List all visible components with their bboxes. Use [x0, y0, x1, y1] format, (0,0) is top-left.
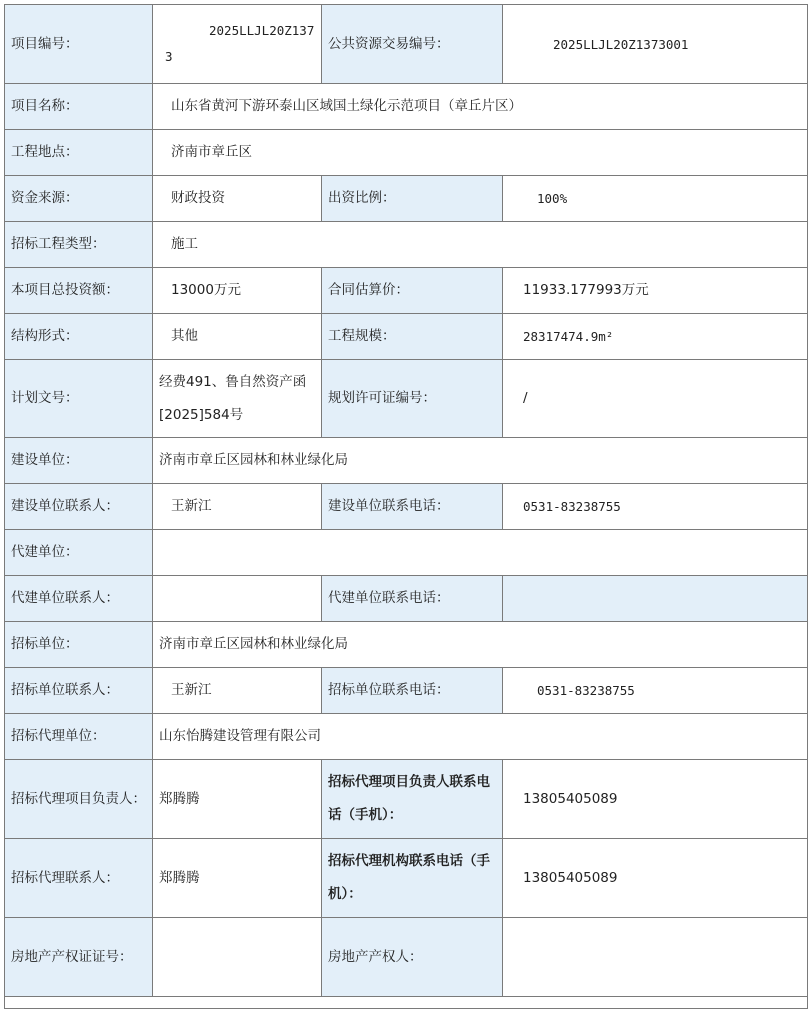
- builder-phone-label: 建设单位联系电话：: [322, 484, 503, 530]
- row-tender-type: [5, 222, 808, 268]
- plan-doc-value: 经费491、鲁自然资产函[2025]584号: [153, 360, 322, 438]
- row-plan-doc: [5, 360, 808, 438]
- agent-build-phone-value: [503, 576, 808, 622]
- agency-label: 招标代理单位：: [5, 714, 153, 760]
- structure-label: 结构形式：: [5, 314, 153, 360]
- row-fund: [5, 176, 808, 222]
- property-cert-value: [153, 918, 322, 997]
- agency-lead-phone-value: 13805405089: [503, 760, 808, 839]
- row-project-no: [5, 5, 808, 84]
- row-property: [5, 918, 808, 997]
- property-owner-value: [503, 918, 808, 997]
- agent-build-phone-label: 代建单位联系电话：: [322, 576, 503, 622]
- builder-value: 济南市章丘区园林和林业绿化局: [153, 438, 808, 484]
- project-no-value: 2025LLJL20Z1373: [153, 5, 322, 84]
- row-agent-build: [5, 530, 808, 576]
- fund-ratio-label: 出资比例：: [322, 176, 503, 222]
- agency-phone-value: 13805405089: [503, 839, 808, 918]
- fund-ratio-value: 100%: [503, 176, 808, 222]
- tenderer-phone-label: 招标单位联系电话：: [322, 668, 503, 714]
- tender-type-value: 施工: [153, 222, 808, 268]
- tenderer-value: 济南市章丘区园林和林业绿化局: [153, 622, 808, 668]
- builder-label: 建设单位：: [5, 438, 153, 484]
- property-owner-label: 房地产产权人：: [322, 918, 503, 997]
- structure-value: 其他: [153, 314, 322, 360]
- row-project-name: [5, 84, 808, 130]
- project-no-label: 项目编号：: [5, 5, 153, 84]
- agency-value: 山东怡腾建设管理有限公司: [153, 714, 808, 760]
- location-label: 工程地点：: [5, 130, 153, 176]
- fund-source-label: 资金来源：: [5, 176, 153, 222]
- tenderer-contact-value: 王新江: [153, 668, 322, 714]
- tender-type-label: 招标工程类型：: [5, 222, 153, 268]
- agency-contact-label: 招标代理联系人：: [5, 839, 153, 918]
- tenderer-phone-value: 0531-83238755: [503, 668, 808, 714]
- row-tenderer-contact: [5, 668, 808, 714]
- permit-no-label: 规划许可证编号：: [322, 360, 503, 438]
- row-builder: [5, 438, 808, 484]
- builder-contact-value: 王新江: [153, 484, 322, 530]
- agent-build-value: [153, 530, 808, 576]
- cutoff-cell: [5, 997, 808, 1009]
- contract-est-value: 11933.177993万元: [503, 268, 808, 314]
- project-info-table: [4, 4, 808, 1009]
- project-name-label: 项目名称：: [5, 84, 153, 130]
- builder-phone-value: 0531-83238755: [503, 484, 808, 530]
- location-value: 济南市章丘区: [153, 130, 808, 176]
- agent-build-contact-value: [153, 576, 322, 622]
- agent-build-contact-label: 代建单位联系人：: [5, 576, 153, 622]
- property-cert-label: 房地产产权证证号：: [5, 918, 153, 997]
- scale-label: 工程规模：: [322, 314, 503, 360]
- permit-no-value: /: [503, 360, 808, 438]
- agency-lead-phone-label: 招标代理项目负责人联系电话（手机）：: [322, 760, 503, 839]
- plan-doc-label: 计划文号：: [5, 360, 153, 438]
- agent-build-label: 代建单位：: [5, 530, 153, 576]
- total-invest-label: 本项目总投资额：: [5, 268, 153, 314]
- row-tenderer: [5, 622, 808, 668]
- total-invest-value: 13000万元: [153, 268, 322, 314]
- agency-lead-value: 郑腾腾: [153, 760, 322, 839]
- scale-value: 28317474.9m²: [503, 314, 808, 360]
- contract-est-label: 合同估算价：: [322, 268, 503, 314]
- row-location: [5, 130, 808, 176]
- row-investment: [5, 268, 808, 314]
- trade-no-label: 公共资源交易编号：: [322, 5, 503, 84]
- row-agency: [5, 714, 808, 760]
- agency-contact-value: 郑腾腾: [153, 839, 322, 918]
- trade-no-value: 2025LLJL20Z1373001: [503, 5, 808, 84]
- tenderer-contact-label: 招标单位联系人：: [5, 668, 153, 714]
- fund-source-value: 财政投资: [153, 176, 322, 222]
- row-agency-lead: [5, 760, 808, 839]
- agency-lead-label: 招标代理项目负责人：: [5, 760, 153, 839]
- row-structure: [5, 314, 808, 360]
- row-cutoff: [5, 997, 808, 1009]
- builder-contact-label: 建设单位联系人：: [5, 484, 153, 530]
- row-agent-build-contact: [5, 576, 808, 622]
- project-name-value: 山东省黄河下游环泰山区域国土绿化示范项目（章丘片区）: [153, 84, 808, 130]
- row-agency-contact: [5, 839, 808, 918]
- row-builder-contact: [5, 484, 808, 530]
- tenderer-label: 招标单位：: [5, 622, 153, 668]
- agency-phone-label: 招标代理机构联系电话（手机）：: [322, 839, 503, 918]
